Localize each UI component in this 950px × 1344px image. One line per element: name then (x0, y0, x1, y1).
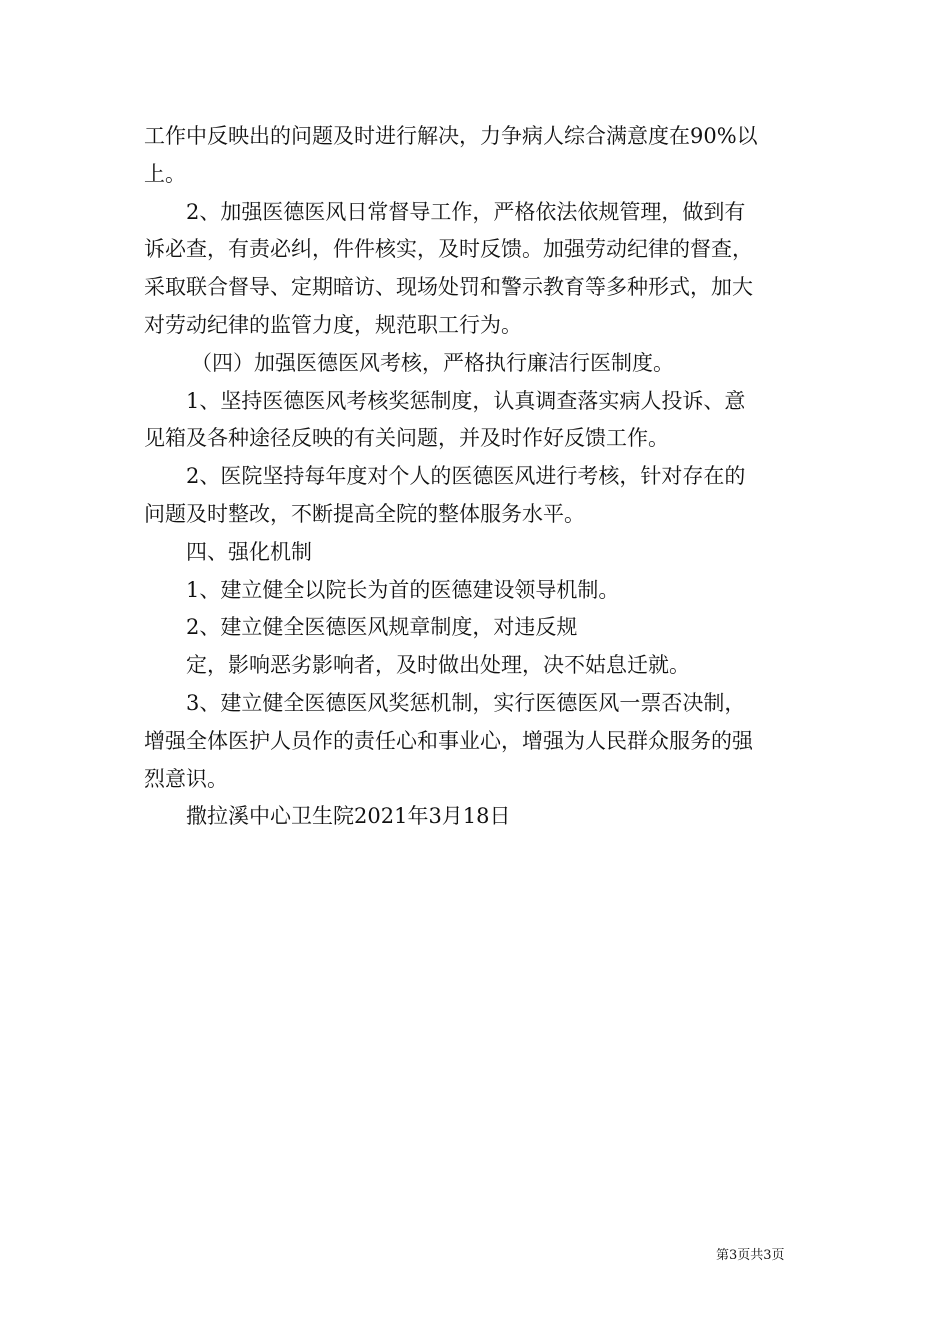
text-line: 3、建立健全医德医风奖惩机制，实行医德医风一票否决制， (186, 690, 746, 715)
text-line: 增强全体医护人员作的责任心和事业心，增强为人民群众服务的强 (144, 728, 753, 753)
text-line: 对劳动纪律的监管力度，规范职工行为。 (144, 312, 522, 337)
text-line: 2、建立健全医德医风规章制度，对违反规 (186, 615, 578, 640)
text-line: 2、加强医德医风日常督导工作，严格依法依规管理，做到有 (186, 199, 746, 224)
document-body (144, 118, 809, 836)
section-heading: （四）加强医德医风考核，严格执行廉洁行医制度。 (191, 350, 674, 375)
page-number: 第3页共3页 (716, 1248, 785, 1263)
text-line: 1、建立健全以院长为首的医德建设领导机制。 (186, 577, 620, 602)
text-line: 诉必查，有责必纠，件件核实，及时反馈。加强劳动纪律的督查， (144, 237, 753, 262)
text-line: 烈意识。 (144, 766, 228, 791)
text-line: 定，影响恶劣影响者，及时做出处理，决不姑息迁就。 (186, 653, 690, 678)
text-line: 1、坚持医德医风考核奖惩制度，认真调查落实病人投诉、意 (186, 388, 746, 413)
section-heading: 四、强化机制 (186, 539, 312, 564)
text-line: 工作中反映出的问题及时进行解决，力争病人综合满意度在90%以 (144, 124, 758, 148)
text-line: 问题及时整改，不断提高全院的整体服务水平。 (144, 501, 585, 526)
text-line: 上。 (144, 161, 186, 186)
text-line: 2、医院坚持每年度对个人的医德医风进行考核，针对存在的 (186, 464, 746, 489)
text-line: 采取联合督导、定期暗访、现场处罚和警示教育等多种形式，加大 (144, 275, 753, 300)
signature-date-line: 撒拉溪中心卫生院2021年3月18日 (186, 804, 511, 829)
text-line: 见箱及各种途径反映的有关问题，并及时作好反馈工作。 (144, 426, 669, 451)
